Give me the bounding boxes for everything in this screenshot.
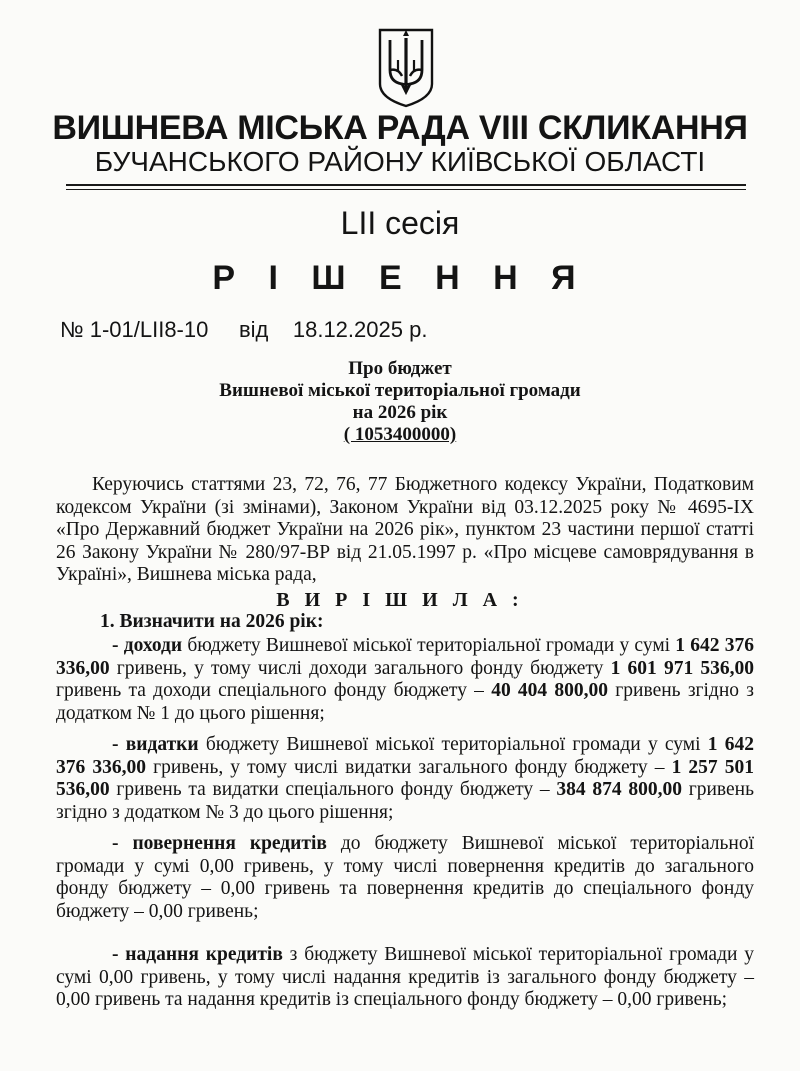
- expenses-general-fund: 1 257 501 536,00: [56, 756, 755, 800]
- loan-returns-paragraph: - повернення кредитів до бюджету Вишневої міської територіальної громади у сумі 0,00 гривень, у тому числі повернення кредитів до загального фонду бюджету – 0,00 гривень та повернення кредитів до спеціального фонду бюджету – 0,00 гривень;: [56, 833, 754, 922]
- preamble-paragraph: Керуючись статтями 23, 72, 76, 77 Бюджетного кодексу України, Податковим кодексом України (зі змінами), Законом України від 03.12.2025 року № 4695-IX «Про Державний бюджет України на 2026 рік», пунктом 23 частини першої статті 26 Закону України № 280/97-ВР від 21.05.1997 р. «Про місцеве самоврядування в Україні», Вишнева міська рада,: [56, 474, 754, 585]
- expenses-special-fund: 384 874 800,00: [556, 779, 682, 800]
- revenue-general-fund: 1 601 971 536,00: [610, 657, 754, 679]
- revenue-special-fund: 40 404 800,00: [491, 680, 609, 701]
- revenue-term: - доходи: [112, 635, 183, 656]
- subject-line-1: Про бюджет: [348, 358, 452, 379]
- header-divider-thick: [66, 184, 746, 186]
- council-title: ВИШНЕВА МІСЬКА РАДА VIII СКЛИКАННЯ: [52, 109, 748, 147]
- expenses-paragraph: - видатки бюджету Вишневої міської територіальної громади у сумі 1 642 376 336,00 гривень, у тому числі видатки загального фонду бюджету – 1 257 501 536,00 гривень та видатки спеціального фонду бюджету – 384 874 800,00 гривень згідно з додатком № 3 до цього рішення;: [56, 734, 755, 823]
- decision-title: Р І Ш Е Н Н Я: [212, 259, 588, 297]
- decision-from: від: [238, 317, 269, 342]
- item-1-heading: 1. Визначити на 2026 рік:: [100, 611, 324, 632]
- loan-returns-term: - повернення кредитів: [112, 833, 327, 854]
- subject-line-3: на 2026 рік: [352, 402, 448, 423]
- header-divider-thin: [66, 189, 746, 190]
- subject-line-2: Вишневої міської територіальної громади: [219, 380, 581, 401]
- session-title: LII сесія: [340, 205, 460, 241]
- resolved-heading: В И Р І Ш И Л А :: [276, 589, 524, 611]
- council-region: БУЧАНСЬКОГО РАЙОНУ КИЇВСЬКОЇ ОБЛАСТІ: [94, 146, 706, 177]
- decision-date: 18.12.2025 р.: [292, 317, 428, 342]
- loans-given-term: - надання кредитів: [112, 944, 283, 965]
- decision-subject: [0, 358, 800, 446]
- expenses-total: 1 642 376 336,00: [56, 734, 754, 778]
- loans-given-paragraph: - надання кредитів з бюджету Вишневої міської територіальної громади у сумі 0,00 гривень, у тому числі надання кредитів із загального фонду бюджету – 0,00 гривень та надання кредитів із спеціального фонду бюджету – 0,00 гривень;: [56, 944, 755, 1010]
- trident-emblem-icon: [376, 26, 436, 108]
- revenue-total: 1 642 376 336,00: [56, 635, 754, 679]
- decision-number: № 1-01/LII8-10: [60, 317, 209, 342]
- budget-code: ( 1053400000): [343, 424, 457, 445]
- expenses-term: - видатки: [112, 734, 199, 755]
- decision-number-line: [60, 316, 760, 344]
- revenue-paragraph: - доходи бюджету Вишневої міської територіальної громади у сумі 1 642 376 336,00 гривень, у тому числі доходи загального фонду бюджету 1 601 971 536,00 гривень та доходи спеціального фонду бюджету – 40 404 800,00 гривень згідно з додатком № 1 до цього рішення;: [56, 635, 754, 724]
